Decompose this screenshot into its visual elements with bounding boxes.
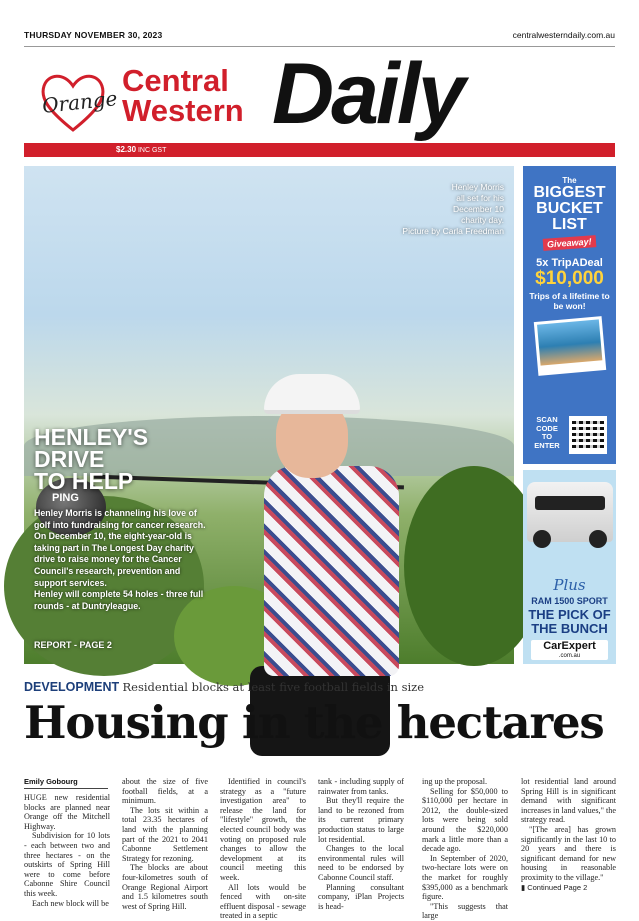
story-paragraph: Changes to the local environmental rules will need to be endorsed by Cabonne Council staff.: [318, 844, 404, 882]
carexpert-logo: [531, 640, 608, 660]
masthead: [24, 46, 616, 142]
story-column-5: [422, 777, 508, 921]
story-paragraph: The lots sit within a total 23.35 hectares of land with the planning part of the 2021 to 2041 Cabonne Settlement Strategy for rezoning.: [122, 805, 208, 863]
caption-credit: Picture by Carla Freedman: [402, 226, 504, 236]
story-column-3: [220, 777, 306, 921]
story-headline[interactable]: Housing in the hectares: [24, 696, 604, 749]
story-paragraph: Selling for $50,000 to $110,000 per hectare in 2012, the double-sized lots were being sold around the $220,000 mark a little more than a decade ago.: [422, 786, 508, 854]
orange-wordmark: Orange: [40, 86, 119, 118]
ad-pick-of-bunch: [523, 608, 616, 636]
carexpert-name: CarExpert: [543, 640, 596, 652]
website-url[interactable]: centralwesterndaily.com.au: [512, 30, 615, 40]
blurb-paragraph: Henley will complete 54 holes - three full rounds - at Duntryleague.: [34, 589, 204, 611]
story-paragraph: All lots would be fenced with on-site effluent disposal - sewage treated in a septic: [220, 882, 306, 921]
ad-plus: Plus: [553, 576, 586, 594]
story-paragraph: Each new block will be: [32, 898, 109, 908]
blurb-paragraph: Henley Morris is channeling his love of golf into fundraising for cancer research.: [34, 508, 206, 530]
story-paragraph: tank - including supply of rainwater from tanks.: [318, 777, 404, 796]
pick-line: THE BUNCH: [531, 621, 608, 636]
boy-shirt: [264, 466, 399, 676]
story-paragraph: "[The area] has grown significantly in the last 10 to 20 years and there is significant demand for new housing in reasonable proximity to the village.": [521, 824, 616, 882]
caption-line: all set for his: [456, 193, 504, 203]
continued-text: Continued Page 2: [527, 882, 588, 892]
price-bar: [24, 143, 615, 157]
top-bar: [24, 30, 615, 44]
scan-word: SCAN: [536, 415, 558, 424]
story-paragraph: "This suggests that large: [422, 901, 508, 921]
ad-list: LIST: [552, 216, 587, 233]
story-kicker: [24, 680, 424, 694]
photo-blurb: [34, 508, 209, 612]
story-column-2: [122, 777, 208, 911]
club-brand: PING: [52, 492, 79, 504]
gst-note: INC GST: [137, 147, 167, 154]
story-paragraph: Identified in council's strategy as a "future investigation area" to release the land for "lifestyle" growth, the elected council body was voting on proposed rule changes to allow the development at its council meeting this week.: [220, 777, 306, 882]
bucket-list-ad[interactable]: [523, 166, 616, 464]
ad-scan-text: [529, 416, 565, 450]
photo-headline[interactable]: [34, 426, 148, 492]
ad-tripadeal: 5x TripADeal: [536, 257, 603, 269]
photo-caption: [364, 182, 504, 237]
boy-cap: [264, 374, 360, 414]
truck-wheel: [533, 530, 551, 548]
section-tag[interactable]: DEVELOPMENT: [24, 680, 120, 694]
qr-code-icon[interactable]: [569, 416, 607, 454]
cover-price: $2.30: [116, 145, 137, 154]
caption-line: December 10: [452, 204, 504, 214]
story-paragraph: Subdivision for 10 lots - each between two and three hectares - on the outskirts of Spring Hill were to come before Cabonne Shire Council this week.: [24, 831, 110, 898]
story-paragraph: ing up the proposal.: [422, 777, 488, 786]
ad-bucket: BUCKET: [536, 200, 603, 217]
scan-word: ENTER: [534, 440, 560, 450]
ad-ram-model: RAM 1500 SPORT: [531, 596, 608, 606]
story-paragraph: But they'll require the land to be rezoned from its current primary production status to large lot residential.: [318, 796, 404, 844]
story-paragraph: Planning consultant company, iPlan Projects is head-: [318, 882, 404, 911]
lead-photo: [24, 166, 514, 664]
story-column-1: [24, 793, 110, 908]
masthead-central: Central: [122, 63, 229, 98]
story-paragraph: about the size of five football fields, at a minimum.: [122, 777, 208, 806]
report-page-link[interactable]: REPORT - PAGE 2: [34, 640, 112, 650]
story-paragraph: lot residential land around Spring Hill is in significant demand with significant increases in land values," the strategy read.: [521, 777, 616, 825]
photo-headline-line: DRIVE: [34, 446, 105, 472]
pick-line: THE PICK OF: [528, 607, 611, 622]
story-paragraph: The blocks are about four-kilometres south of Orange Regional Airport and 1.5 kilometres south west of Spring Hill.: [122, 863, 208, 911]
story-deck: Residential blocks at least five football fields in size: [122, 680, 425, 694]
masthead-central-western: [122, 63, 244, 128]
issue-date: THURSDAY NOVEMBER 30, 2023: [24, 30, 163, 40]
masthead-western: Western: [122, 93, 244, 128]
caption-line: Henley Morris: [451, 182, 504, 192]
photo-headline-line: TO HELP: [34, 468, 134, 494]
photo-headline-line: HENLEY'S: [34, 424, 149, 450]
masthead-daily: Daily: [272, 46, 463, 142]
carexpert-ad[interactable]: [523, 470, 616, 664]
blurb-paragraph: On December 10, the eight-year-old is taking part in The Longest Day charity drive to raise money for the Cancer Council's research, prevention and support services.: [34, 531, 194, 588]
carexpert-domain: .com.au: [558, 653, 581, 659]
story-column-4: [318, 777, 404, 911]
story-paragraph: HUGE new residential blocks are planned near Orange off the Mitchell Highway.: [24, 793, 110, 831]
byline: Emily Gobourg: [24, 777, 108, 789]
ad-trips: Trips of a lifetime to be won!: [529, 291, 610, 311]
ad-biggest: BIGGEST: [533, 184, 606, 201]
truck-wheel: [589, 530, 607, 548]
caption-line: charity day.: [461, 215, 504, 225]
continued-link[interactable]: ▮ Continued Page 2: [521, 882, 588, 892]
story-column-6: [521, 777, 616, 895]
ad-the: The: [562, 176, 577, 185]
scan-word: CODE: [536, 423, 558, 433]
ad-giveaway: Giveaway!: [543, 235, 596, 251]
ad-polaroid-photo: [533, 316, 605, 376]
story-paragraph: In September of 2020, two-hectare lots were on the market for roughly $395,000 as a benchmark figure.: [422, 853, 508, 902]
scan-word: TO: [541, 432, 553, 441]
ad-amount: $10,000: [535, 268, 604, 289]
